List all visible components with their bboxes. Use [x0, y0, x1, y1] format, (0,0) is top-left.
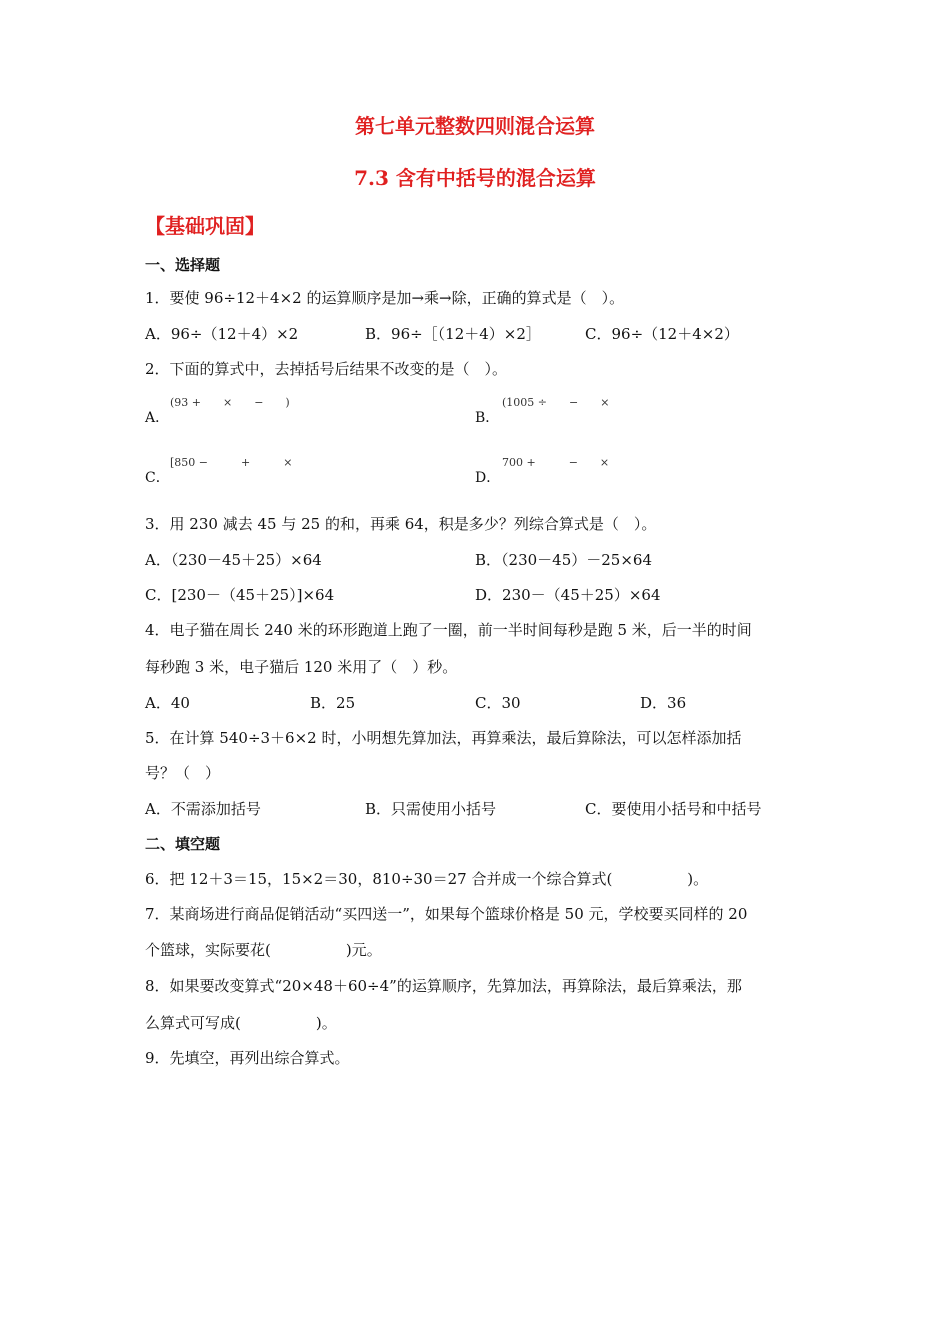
question-2-option-b-label: B．	[475, 410, 500, 426]
part-heading-choice: 一、选择题	[145, 256, 221, 274]
question-3: 3．用 230 减去 45 与 25 的和，再乘 64，积是多少？列综合算式是（ ）。	[145, 515, 657, 533]
question-2-option-c-label: C．	[145, 470, 170, 486]
question-1-option-a: A．96÷（12＋4）×2	[145, 325, 299, 343]
question-2-option-d-fragment: 700 + − ×	[502, 456, 610, 469]
part-heading-fill: 二、填空题	[145, 835, 221, 853]
question-6: 6．把 12＋3＝15，15×2＝30，810÷30＝27 合并成一个综合算式( )。	[145, 870, 709, 888]
question-1-option-b: B．96÷［（12＋4）×2］	[365, 325, 541, 343]
question-1: 1．要使 96÷12＋4×2 的运算顺序是加→乘→除，正确的算式是（ ）。	[145, 289, 625, 307]
question-2-option-d-label: D．	[475, 470, 501, 486]
question-5-option-c: C．要使用小括号和中括号	[585, 800, 762, 818]
section-heading: 【基础巩固】	[145, 214, 265, 238]
question-3-option-c: C．[230－（45＋25）]×64	[145, 586, 335, 604]
page-subtitle: 7.3 含有中括号的混合运算	[354, 166, 596, 190]
question-4-line-1: 4．电子猫在周长 240 米的环形跑道上跑了一圈，前一半时间每秒是跑 5 米，后一半的时间	[145, 621, 752, 639]
question-2-option-c-fragment: [850 − + ×	[170, 456, 293, 469]
question-5-line-2: 号？（ ）	[145, 764, 221, 782]
question-7-line-1: 7．某商场进行商品促销活动“买四送一”，如果每个篮球价格是 50 元，学校要买同样的 20	[145, 905, 748, 923]
question-9: 9．先填空，再列出综合算式。	[145, 1049, 350, 1067]
question-5-option-b: B．只需使用小括号	[365, 800, 497, 818]
question-4-option-d: D．36	[640, 694, 687, 712]
question-2-option-b-fragment: (1005 ÷ − ×	[502, 396, 610, 409]
question-8-line-2: 么算式可写成( )。	[145, 1014, 337, 1032]
question-2-option-a-label: A．	[145, 410, 170, 426]
page-title: 第七单元整数四则混合运算	[355, 114, 595, 138]
question-3-option-a: A．（230－45＋25）×64	[145, 551, 322, 569]
question-2: 2．下面的算式中，去掉括号后结果不改变的是（ ）。	[145, 360, 508, 378]
question-4-option-a: A．40	[145, 694, 190, 712]
question-1-option-c: C．96÷（12＋4×2）	[585, 325, 739, 343]
question-5-option-a: A．不需添加括号	[145, 800, 261, 818]
question-3-option-b: B．（230－45）－25×64	[475, 551, 652, 569]
question-7-line-2: 个篮球，实际要花( )元。	[145, 941, 382, 959]
question-4-option-c: C．30	[475, 694, 521, 712]
question-4-option-b: B．25	[310, 694, 356, 712]
question-2-option-a-fragment: (93 + × − )	[170, 396, 290, 409]
question-3-option-d: D．230－（45＋25）×64	[475, 586, 661, 604]
question-8-line-1: 8．如果要改变算式“20×48＋60÷4”的运算顺序，先算加法，再算除法，最后算乘法，那	[145, 977, 742, 995]
question-5-line-1: 5．在计算 540÷3＋6×2 时，小明想先算加法，再算乘法，最后算除法，可以怎样添加括	[145, 729, 742, 747]
question-4-line-2: 每秒跑 3 米，电子猫后 120 米用了（ ）秒。	[145, 658, 458, 676]
